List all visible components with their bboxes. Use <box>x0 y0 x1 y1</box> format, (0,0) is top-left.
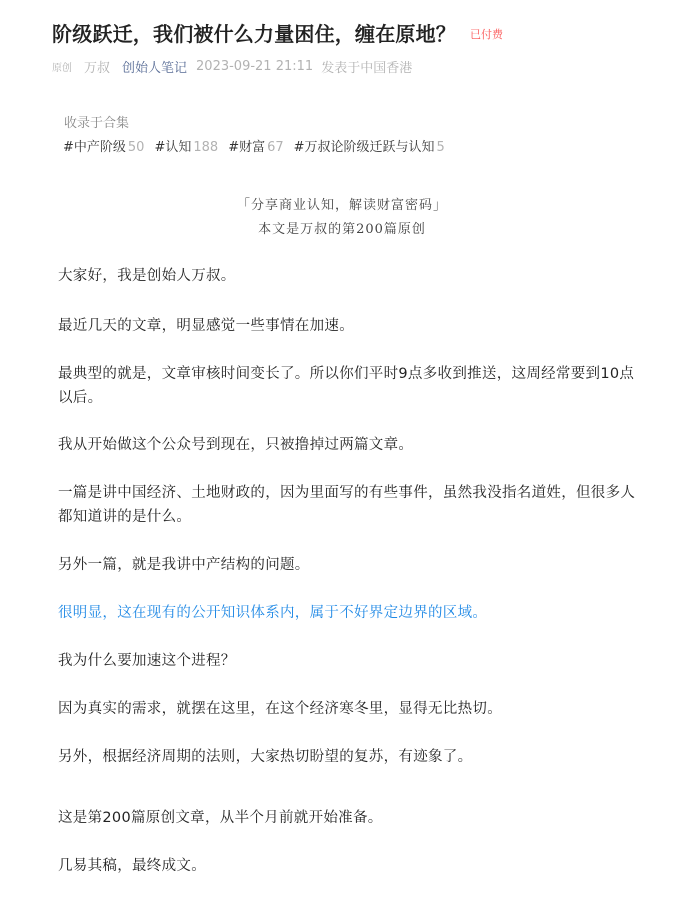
collection-tag-count: 188 <box>193 140 219 155</box>
paragraph: 因为真实的需求，就摆在这里，在这个经济寒冬里，显得无比热切。 <box>58 701 502 717</box>
highlight-paragraph: 很明显，这在现有的公开知识体系内，属于不好界定边界的区域。 <box>58 605 488 621</box>
collection-tag-count: 50 <box>127 140 145 155</box>
collection-tag-name: #中产阶级 <box>63 140 126 155</box>
article-title: 阶级跃迁，我们被什么力量困住，缠在原地？ <box>52 22 456 46</box>
paragraph: 最典型的就是，文章审核时间变长了。所以你们平时9点多收到推送，这周经常要到10点以后。 <box>58 366 635 406</box>
paragraph: 我为什么要加速这个进程？ <box>58 653 236 669</box>
paragraph: 这是第200篇原创文章，从半个月前就开始准备。 <box>58 810 383 826</box>
publish-datetime: 2023-09-21 21:11 <box>196 59 314 74</box>
collection-tag[interactable] <box>294 136 445 155</box>
paragraph: 另外，根据经济周期的法则，大家热切盼望的复苏，有迹象了。 <box>58 749 473 765</box>
collection-tag[interactable] <box>63 136 144 155</box>
collection-label: 收录于合集 <box>64 116 130 131</box>
collection-tag[interactable] <box>154 136 218 155</box>
publish-location: 发表于中国香港 <box>321 61 413 76</box>
collection-section <box>64 112 455 155</box>
collection-tag-count: 67 <box>267 140 284 155</box>
paid-badge: 已付费 <box>470 27 503 41</box>
collection-tag-count: 5 <box>436 140 445 155</box>
article-meta <box>52 57 412 76</box>
paragraph: 几易其稿，最终成文。 <box>58 858 206 874</box>
collection-tag-name: #万叔论阶级迁跃与认知 <box>293 140 435 155</box>
author-name: 万叔 <box>84 61 111 76</box>
paragraph: 大家好，我是创始人万叔。 <box>58 268 236 284</box>
collection-tag-name: #认知 <box>154 140 192 155</box>
collection-tags <box>64 136 455 155</box>
paragraph: 一篇是讲中国经济、土地财政的，因为里面写的有些事件，虽然我没指名道姓，但很多人都知道讲的是什么。 <box>58 485 636 525</box>
collection-tag[interactable] <box>228 136 283 155</box>
paragraph: 最近几天的文章，明显感觉一些事情在加速。 <box>58 318 354 334</box>
paragraph: 另外一篇，就是我讲中产结构的问题。 <box>58 557 310 573</box>
intro-slogan: 「分享商业认知，解读财富密码」 <box>236 198 447 213</box>
collection-tag-name: #财富 <box>228 140 266 155</box>
title-row <box>52 18 664 47</box>
intro-note: 本文是万叔的第200篇原创 <box>258 222 426 237</box>
account-link[interactable]: 创始人笔记 <box>122 61 188 76</box>
paragraph: 我从开始做这个公众号到现在，只被撸掉过两篇文章。 <box>58 437 414 453</box>
original-badge: 原创 <box>52 63 72 74</box>
